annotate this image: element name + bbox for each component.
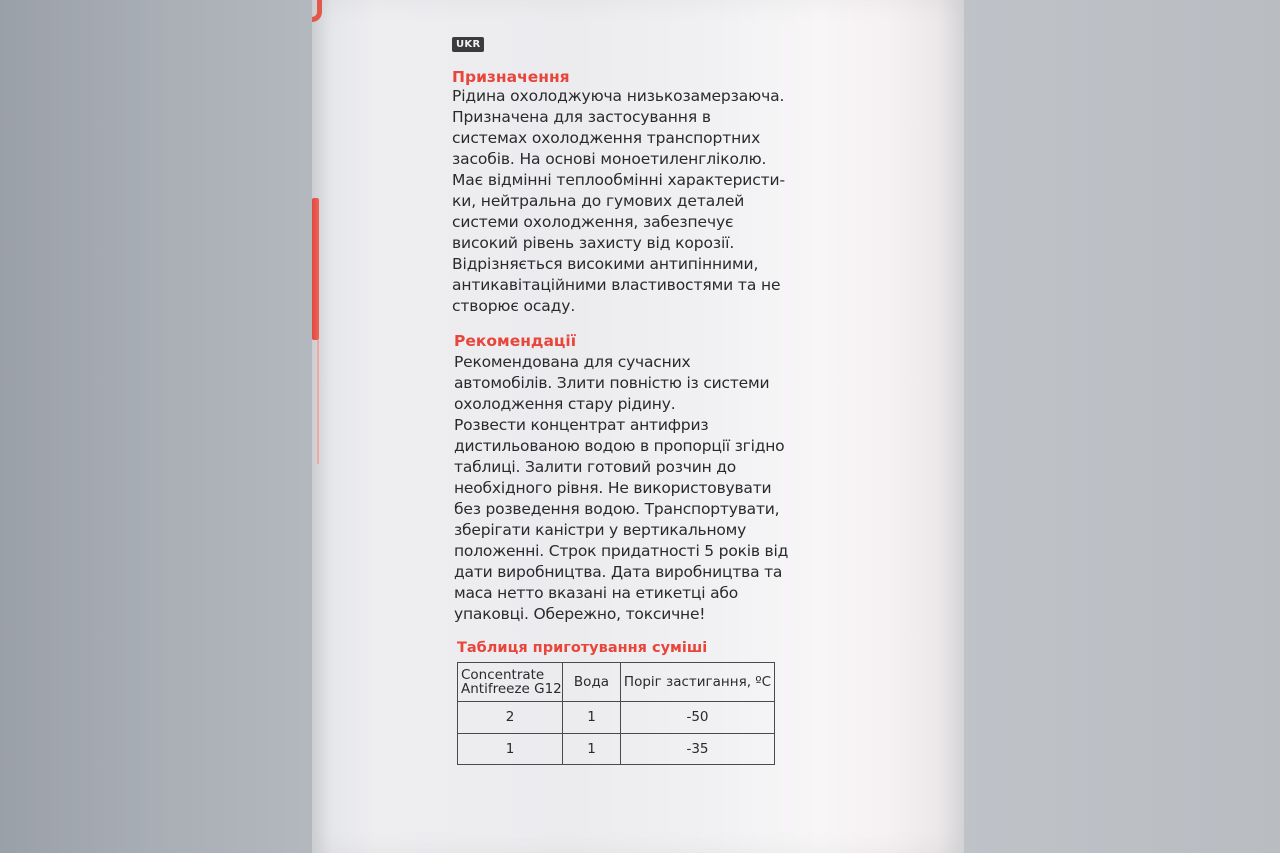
purpose-text <box>452 86 785 317</box>
recommendations-line: автомобілів. Злити повністю із системи <box>454 374 770 392</box>
recommendations-line: Рекомендована для сучасних <box>454 353 691 371</box>
purpose-line: високий рівень захисту від корозії. <box>452 234 735 252</box>
recommendations-heading: Рекомендації <box>454 332 577 350</box>
concentrate-header-line: Antifreeze G12 <box>461 681 562 697</box>
mix-table-heading: Таблиця приготування суміші <box>457 640 708 656</box>
recommendations-line: таблиці. Залити готовий розчин до <box>454 458 737 476</box>
purpose-line: засобів. На основі моноетиленгліколю. <box>452 150 767 168</box>
freeze-point-cell: -35 <box>621 733 775 765</box>
concentrate-cell: 2 <box>458 702 563 734</box>
freeze-point-column-header: Поріг застигання, ºС <box>621 663 775 702</box>
table-row <box>458 733 775 765</box>
concentrate-cell: 1 <box>458 733 563 765</box>
language-badge: UKR <box>452 37 484 52</box>
recommendations-line: дистильованою водою в пропорції згідно <box>454 437 785 455</box>
purpose-line: створює осаду. <box>452 297 576 315</box>
table-row <box>458 702 775 734</box>
concentrate-header-line: Concentrate <box>461 667 545 683</box>
mix-table-header-row <box>458 663 775 702</box>
purpose-line: антикавітаційними властивостями та не <box>452 276 781 294</box>
water-cell: 1 <box>563 733 621 765</box>
purpose-line: Рідина охолоджуюча низькозамерзаюча. <box>452 87 785 105</box>
water-column-header: Вода <box>563 663 621 702</box>
recommendations-line: необхідного рівня. Не використовувати <box>454 479 772 497</box>
purpose-heading: Призначення <box>452 68 570 86</box>
purpose-line: системах охолодження транспортних <box>452 129 761 147</box>
mix-table <box>457 662 775 765</box>
recommendations-line: дати виробництва. Дата виробництва та <box>454 563 783 581</box>
recommendations-line: без розведення водою. Транспортувати, <box>454 500 780 518</box>
purpose-line: Має відмінні теплообмінні характеристи- <box>452 171 785 189</box>
recommendations-line: маса нетто вказані на етикетці або <box>454 584 739 602</box>
recommendations-line: Розвести концентрат антифриз <box>454 416 709 434</box>
recommendations-text <box>454 352 788 625</box>
concentrate-column-header <box>458 663 563 702</box>
recommendations-line: охолодження стару рідину. <box>454 395 676 413</box>
purpose-line: Відрізняється високими антипінними, <box>452 255 759 273</box>
recommendations-line: положенні. Строк придатності 5 років від <box>454 542 789 560</box>
freeze-point-cell: -50 <box>621 702 775 734</box>
purpose-line: ки, нейтральна до гумових деталей <box>452 192 745 210</box>
recommendations-line: упаковці. Обережно, токсичне! <box>454 605 706 623</box>
purpose-line: системи охолодження, забезпечує <box>452 213 734 231</box>
recommendations-line: зберігати каністри у вертикальному <box>454 521 747 539</box>
purpose-line: Призначена для застосування в <box>452 108 711 126</box>
water-cell: 1 <box>563 702 621 734</box>
